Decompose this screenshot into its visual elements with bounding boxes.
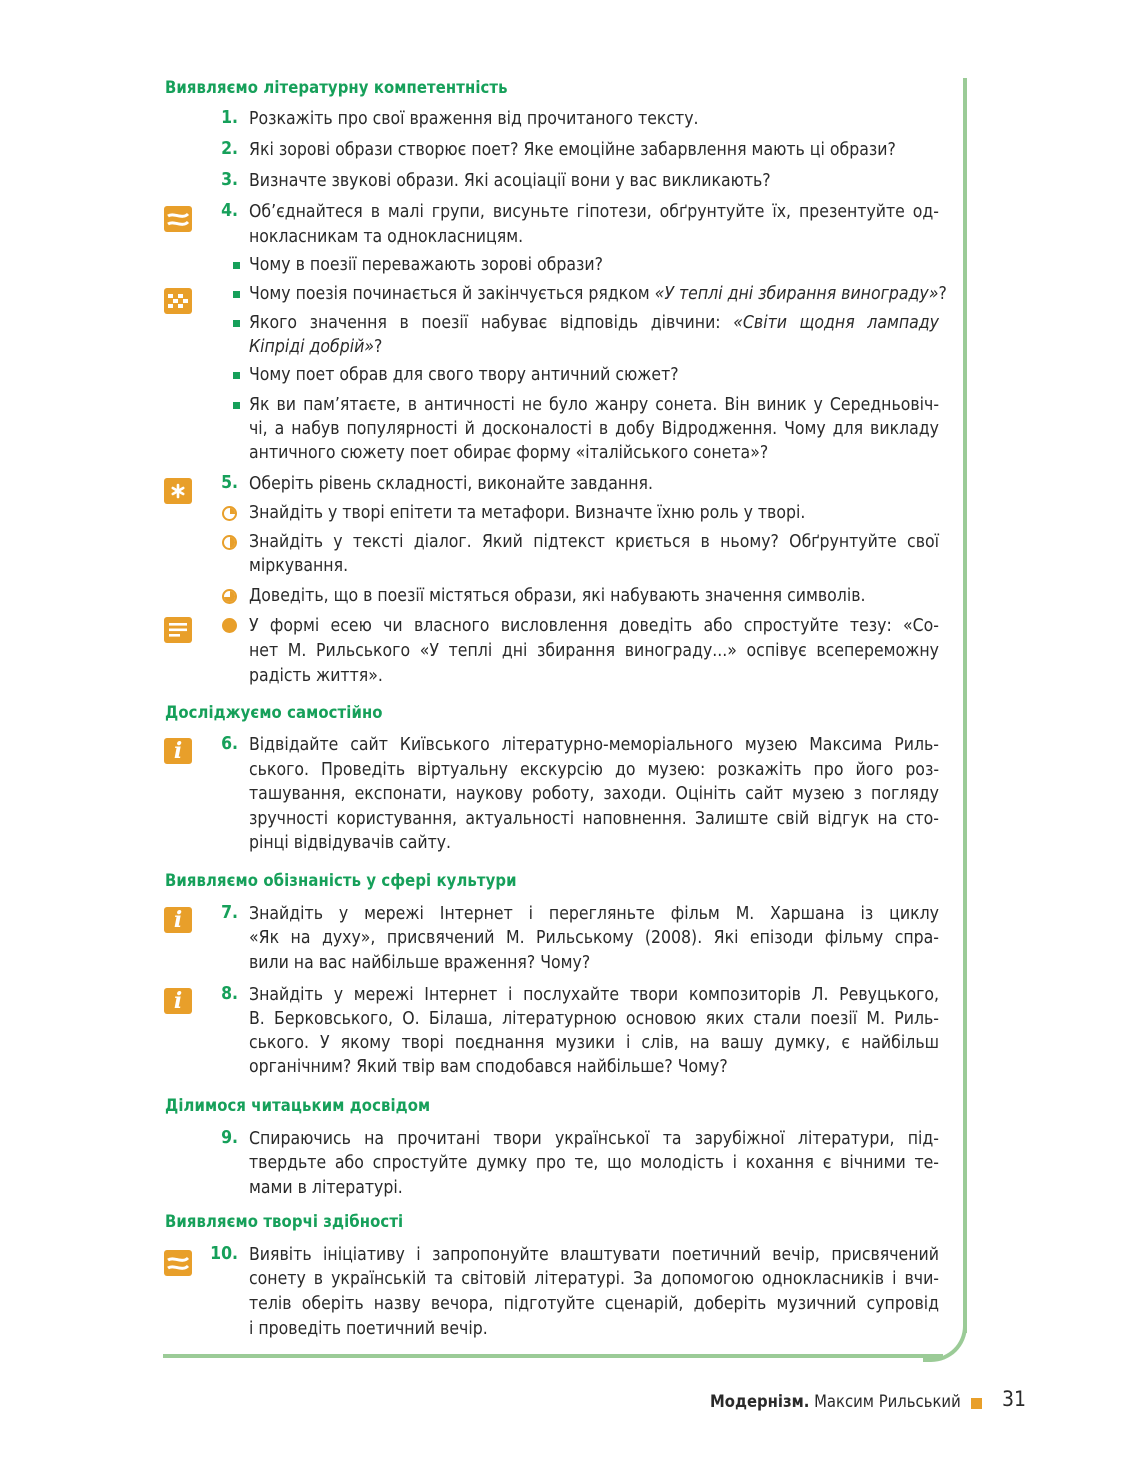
info-icon: i xyxy=(164,988,192,1014)
task-text: міркування. xyxy=(249,556,349,576)
bullet-text: Якого значення в поезії набуває відповідь дівчини: «Світи щодня лампаду xyxy=(249,313,939,333)
bullet xyxy=(233,291,240,298)
question-number: 10. xyxy=(210,1244,238,1264)
running-footer xyxy=(710,1392,961,1411)
bullet-text: Як ви пам’ятаєте, в античності не було жанру сонета. Він виник у Середньовіч- xyxy=(249,395,939,415)
question-text: вили на вас найбільше враження? Чому? xyxy=(249,953,591,973)
question-text: твердьте або спростуйте думку про те, що молодість і кохання є вічними те- xyxy=(249,1153,939,1173)
question-text: органічним? Який твір вам сподобався найбільше? Чому? xyxy=(249,1057,728,1077)
question-text: мами в літературі. xyxy=(249,1178,403,1198)
question-text: Визначте звукові образи. Які асоціації вони у вас викликають? xyxy=(249,171,771,191)
question-number: 9. xyxy=(221,1128,238,1148)
question-text: рінці відвідувачів сайту. xyxy=(249,833,452,853)
question-text: телів оберіть назву вечора, підготуйте сценарій, доберіть музичний супровід xyxy=(249,1294,939,1314)
bullet xyxy=(233,262,240,269)
bullet-text: Чому в поезії переважають зорові образи? xyxy=(249,255,603,275)
discussion-icon xyxy=(164,206,192,232)
section-heading: Виявляємо літературну компетентність xyxy=(165,78,508,97)
question-text: Знайдіть у мережі Інтернет і перегляньте фільм М. Харшана із циклу xyxy=(249,904,939,924)
level-half-icon xyxy=(222,535,237,550)
bullet-text: античного сюжету поет обирає форму «італійського сонета»? xyxy=(249,443,769,463)
question-text: Які зорові образи створює поет? Яке емоційне забарвлення мають ці образи? xyxy=(249,140,896,160)
question-number: 7. xyxy=(221,903,238,923)
level-three-quarter-icon xyxy=(222,589,237,604)
bullet-text: чі, а набув популярності й досконалості в добу Відродження. Чому для викладу xyxy=(249,419,939,439)
table-icon xyxy=(164,288,192,314)
page-frame-bottom xyxy=(163,1354,943,1358)
level-full-icon xyxy=(222,618,237,633)
question-text: Відвідайте сайт Київського літературно-меморіального музею Максима Риль- xyxy=(249,735,939,755)
question-text: В. Берковського, О. Білаша, літературною основою яких стали поезії М. Риль- xyxy=(249,1009,939,1029)
discussion-icon xyxy=(164,1250,192,1276)
task-text: радість життя». xyxy=(249,666,383,686)
question-text: Знайдіть у мережі Інтернет і послухайте твори композиторів Л. Ревуцького, xyxy=(249,985,939,1005)
footer-section: Модернізм. xyxy=(710,1392,810,1411)
task-text: Знайдіть у тексті діалог. Який підтекст криється в ньому? Обґрунтуйте свої xyxy=(249,532,939,552)
question-text: Виявіть ініціативу і запропонуйте влаштувати поетичний вечір, присвячений xyxy=(249,1245,939,1265)
task-text: Знайдіть у творі епітети та метафори. Визначте їхню роль у творі. xyxy=(249,503,806,523)
question-number: 1. xyxy=(221,108,238,128)
asterisk-icon xyxy=(164,478,192,504)
task-text: Доведіть, що в поезії містяться образи, які набувають значення символів. xyxy=(249,586,866,606)
info-icon: i xyxy=(164,738,192,764)
bullet xyxy=(233,402,240,409)
footer-author: Максим Рильський xyxy=(814,1392,961,1411)
section-heading: Ділимося читацьким досвідом xyxy=(165,1096,431,1115)
page-frame-right xyxy=(963,78,967,1333)
question-number: 6. xyxy=(221,734,238,754)
level-quarter-icon xyxy=(222,506,237,521)
question-number: 4. xyxy=(221,201,238,221)
section-heading: Досліджуємо самостійно xyxy=(165,703,383,722)
question-text: Розкажіть про свої враження від прочитаного тексту. xyxy=(249,109,699,129)
question-text: ташування, експонати, наукову роботу, заходи. Оцініть сайт музею з погляду xyxy=(249,784,939,804)
essay-icon xyxy=(164,617,192,643)
question-text: ського. У якому творі поєднання музики і слів, на вашу думку, є найбільш xyxy=(249,1033,939,1053)
question-text: і проведіть поетичний вечір. xyxy=(249,1319,488,1339)
bullet-text: Чому поезія починається й закінчується рядком «У теплі дні збирання винограду»? xyxy=(249,284,947,304)
question-number: 5. xyxy=(221,473,238,493)
question-text: сонету в українській та світовій літературі. За допомогою однокласників і вчи- xyxy=(249,1269,939,1289)
page-number: 31 xyxy=(1002,1387,1027,1411)
question-text: Об’єднайтеся в малі групи, висуньте гіпотези, обґрунтуйте їх, презентуйте од- xyxy=(249,202,939,222)
question-number: 2. xyxy=(221,139,238,159)
footer-square-icon xyxy=(971,1398,982,1409)
bullet-text: Кіпріді добрій»? xyxy=(249,337,383,357)
question-text: Спираючись на прочитані твори української та зарубіжної літератури, під- xyxy=(249,1129,939,1149)
question-text: «Як на духу», присвячений М. Рильському (2008). Які епізоди фільму спра- xyxy=(249,928,939,948)
info-icon: i xyxy=(164,907,192,933)
question-text: ського. Проведіть віртуальну екскурсію до музею: розкажіть про його роз- xyxy=(249,760,939,780)
bullet xyxy=(233,372,240,379)
section-heading: Виявляємо обізнаність у сфері культури xyxy=(165,871,517,890)
bullet xyxy=(233,320,240,327)
task-text: У формі есею чи власного висловлення доведіть або спростуйте тезу: «Со- xyxy=(249,616,939,636)
section-heading: Виявляємо творчі здібності xyxy=(165,1212,404,1231)
bullet-text: Чому поет обрав для свого твору античний сюжет? xyxy=(249,365,679,385)
question-number: 8. xyxy=(221,984,238,1004)
question-text: Оберіть рівень складності, виконайте завдання. xyxy=(249,474,653,494)
question-number: 3. xyxy=(221,170,238,190)
question-text: зручності користування, актуальності наповнення. Залиште свій відгук на сто- xyxy=(249,809,939,829)
task-text: нет М. Рильського «У теплі дні збирання винограду...» оспівує всепереможну xyxy=(249,641,939,661)
question-text: нокласникам та однокласницям. xyxy=(249,227,524,247)
